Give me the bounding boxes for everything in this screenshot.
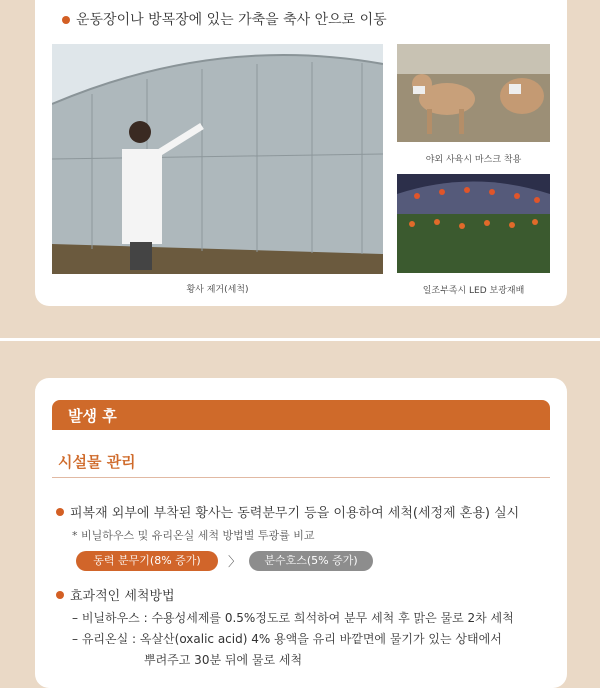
after-occurrence-header: [52, 400, 550, 430]
effective-methods-title: 효과적인 세척방법: [70, 589, 175, 604]
subtitle-underline: [52, 477, 550, 478]
after-occurrence-title: 발생 후: [68, 407, 117, 425]
greenhouse-cleaning-photo: [52, 44, 383, 274]
section-divider: [0, 338, 600, 341]
facility-management-title: 시설물 관리: [58, 453, 136, 471]
greater-than-icon: 〉: [228, 555, 242, 570]
led-caption: 일조부족시 LED 보광재배: [422, 286, 525, 296]
vinyl-house-method: – 비닐하우스 : 수용성세제를 0.5%정도로 희석하여 분무 세척 후 맑은 물로 2차 세척: [72, 611, 514, 625]
bullet-icon: [56, 508, 64, 516]
bullet-icon: [56, 591, 64, 599]
cleaning-instruction: 피복재 외부에 부착된 황사는 동력분무기 등을 이용하여 세척(세정제 혼용) 실시: [70, 506, 520, 521]
bullet-icon: [62, 16, 70, 24]
glass-greenhouse-method: – 유리온실 : 옥살산(oxalic acid) 4% 용액을 유리 바깥면에 물기가 있는 상태에서: [72, 632, 502, 646]
mask-caption: 야외 사육시 마스크 착용: [425, 155, 522, 165]
transmittance-note: * 비닐하우스 및 유리온실 세척 방법별 투광률 비교: [72, 529, 315, 542]
led-lighting-photo: [397, 174, 550, 273]
power-sprayer-badge: 동력 분무기(8% 증가): [76, 551, 218, 571]
glass-greenhouse-method-cont: 뿌려주고 30분 뒤에 물로 세척: [144, 653, 303, 667]
livestock-mask-photo: [397, 44, 550, 142]
livestock-instruction: 운동장이나 방목장에 있는 가축을 축사 안으로 이동: [76, 12, 387, 28]
greenhouse-caption: 황사 제거(세척): [186, 285, 249, 295]
fountain-hose-badge: 분수호스(5% 증가): [249, 551, 373, 571]
